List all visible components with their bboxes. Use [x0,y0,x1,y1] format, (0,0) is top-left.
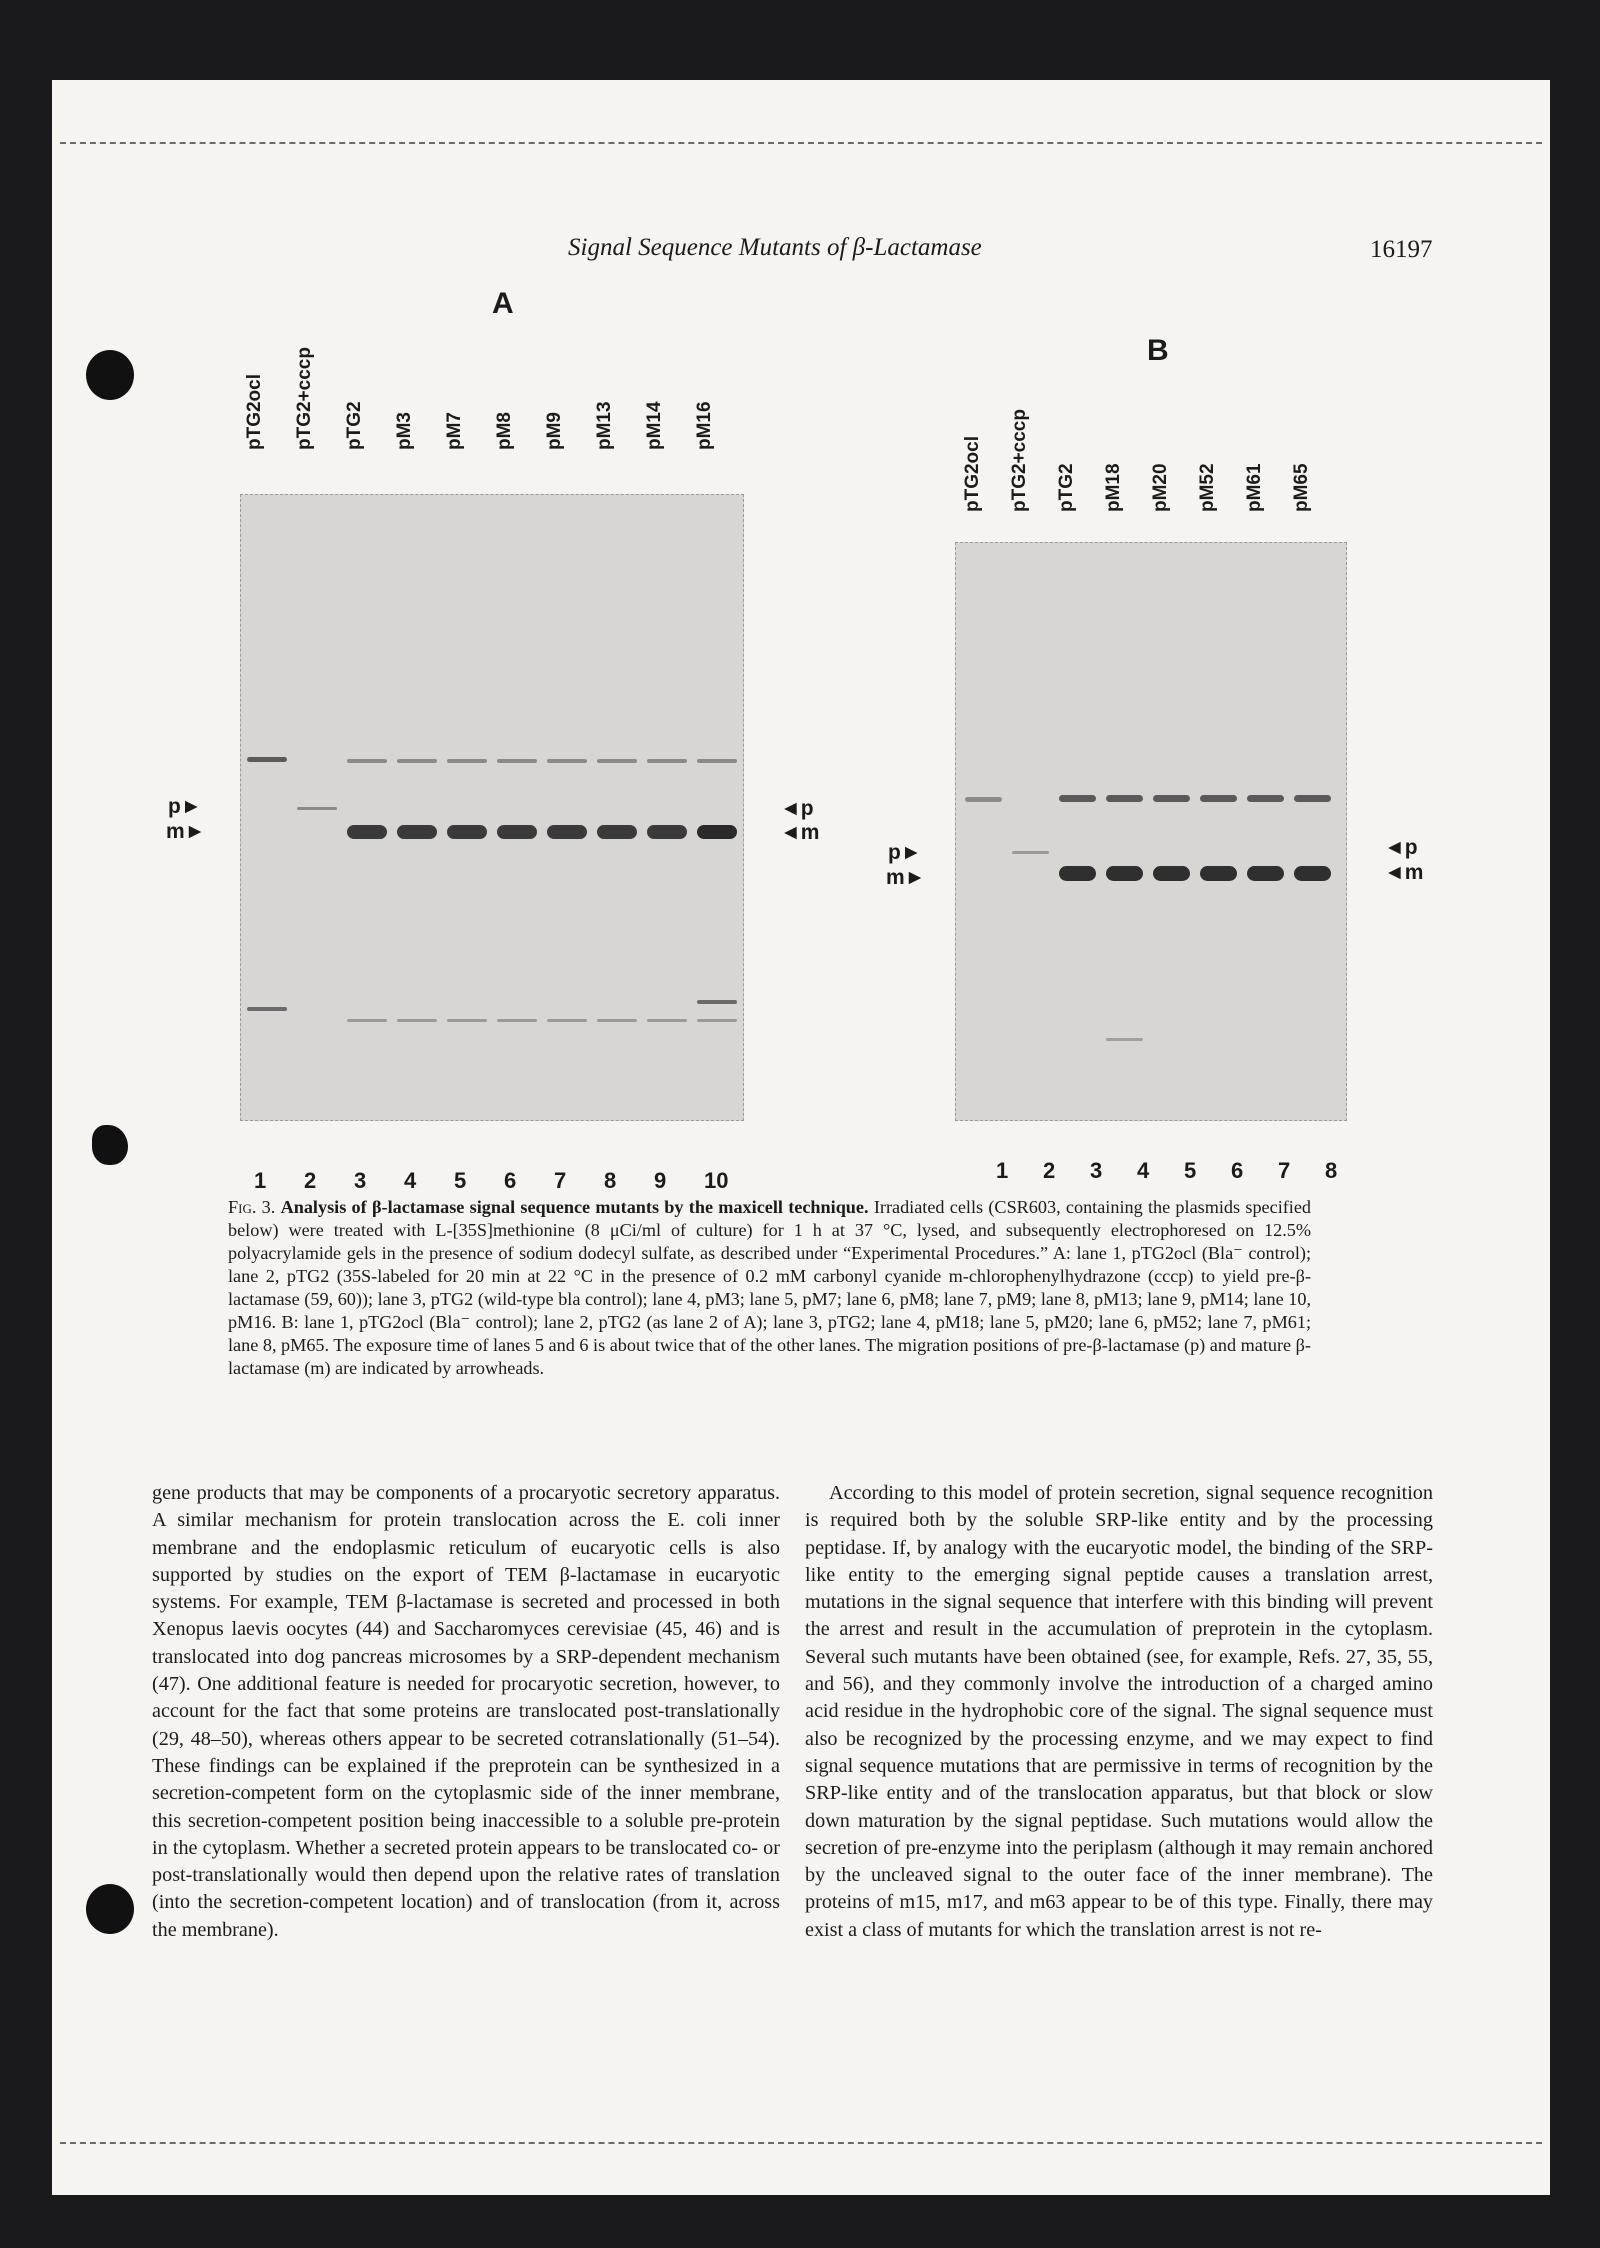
panel-b-right-arrow-m: ◄m [1384,861,1424,884]
body-left-column: gene products that may be components of a procaryotic secretory apparatus. A similar mechanism for protein translocation across the E. coli inner membrane and the endoplasmic reticulum of eucaryotic cells is also supported by studies on the export of TEM β-lactamase in eucaryotic systems. For example, TEM β-lactamase is secreted and processed in both Xenopus laevis oocytes (44) and Saccharomyces cerevisiae (45, 46) and is translocated into dog pancreas microsomes by a SRP-dependent mechanism (47). One additional feature is needed for procaryotic secretion, however, to account for the fact that some proteins are translocated post-translationally (29, 48–50), whereas others appear to be secreted cotranslationally (51–54). These findings can be explained if the preprotein can be synthesized in a secretion-competent form on the cytoplasmic side of the inner membrane, this secretion-competent position being inaccessible to a soluble pre-protein in the cytoplasm. Whether a secreted protein appears to be translocated co- or post-translationally would then depend upon the relative rates of translation (into the secretion-competent location) and of translocation (from it, across the membrane). [152,1482,780,1941]
panel_a-lane-label-9: pM14 [644,401,665,450]
panel_b-lane-number-5: 5 [1184,1158,1197,1183]
panel_b-lane-4-band-2 [1106,866,1143,881]
panel_a-lane-3-band-1 [347,759,387,763]
panel_b-lane-7-band-2 [1247,866,1284,881]
panel_b-lane-number-8: 8 [1325,1158,1338,1183]
panel-a-label: A [492,287,514,320]
panel_a-lane-4-band-2 [397,825,437,839]
panel_a-lane-2-band-1 [297,807,337,810]
figure-caption [228,1196,1311,1380]
caption-text: Irradiated cells (CSR603, containing the plasmids specified below) were treated with L-[35S]methionine (8 μCi/ml of culture) for 1 h at 37 °C, lysed, and subsequently electrophoresed on 12.5% polyacrylamide gels in the presence of sodium dodecyl sulfate, as described under “Experimental Procedures.” A: lane 1, pTG2ocl (Bla⁻ control); lane 2, pTG2 (35S-labeled for 20 min at 22 °C in the presence of 0.2 mM carbonyl cyanide m-chlorophenylhydrazone (cccp) to yield pre-β-lactamase (59, 60)); lane 3, pTG2 (wild-type bla control); lane 4, pM3; lane 5, pM7; lane 6, pM8; lane 7, pM9; lane 8, pM13; lane 9, pM14; lane 10, pM16. B: lane 1, pTG2ocl (Bla⁻ control); lane 2, pTG2 (as lane 2 of A); lane 3, pTG2; lane 4, pM18; lane 5, pM20; lane 6, pM52; lane 7, pM61; lane 8, pM65. The exposure time of lanes 5 and 6 is about twice that of the other lanes. The migration positions of pre-β-lactamase (p) and mature β-lactamase (m) are indicated by arrowheads. [228,1197,1312,1378]
panel_a-lane-4-band-3 [397,1019,437,1022]
panel_b-lane-label-7: pM61 [1244,463,1265,512]
panel_b-lane-label-4: pM18 [1103,463,1124,512]
panel_a-lane-number-5: 5 [454,1168,467,1193]
panel_b-lane-label-2: pTG2+cccp [1009,409,1030,512]
panel_a-lane-label-5: pM7 [444,412,465,450]
panel_a-lane-number-4: 4 [404,1168,417,1193]
panel_a-lane-number-2: 2 [304,1168,317,1193]
panel_a-lane-number-7: 7 [554,1168,567,1193]
panel_a-lane-label-6: pM8 [494,412,515,450]
caption-title: Analysis of β-lactamase signal sequence mutants by the maxicell technique. [280,1197,869,1217]
panel-b-left-arrow-m: m► [886,866,926,889]
caption-lead: Fig. 3. [228,1197,276,1217]
panel_b-lane-8-band-1 [1294,795,1331,802]
panel_a-lane-3-band-3 [347,1019,387,1022]
top-scan-line [60,142,1542,144]
panel-b-label: B [1147,334,1169,367]
panel_b-lane-5-band-1 [1153,795,1190,802]
panel_b-lane-label-1: pTG2ocl [962,435,983,512]
punch-hole-top [86,350,134,400]
page-number: 16197 [1370,236,1433,263]
panel_a-lane-6-band-1 [497,759,537,763]
panel_b-lane-label-6: pM52 [1197,463,1218,512]
panel_a-lane-number-8: 8 [604,1168,617,1193]
panel_b-lane-number-6: 6 [1231,1158,1244,1183]
panel_a-lane-1-band-1 [247,757,287,762]
panel_a-lane-number-10: 10 [704,1168,729,1193]
panel_b-lane-3-band-2 [1059,866,1096,881]
panel_a-lane-4-band-1 [397,759,437,763]
bottom-scan-line [60,2142,1542,2144]
panel_a-lane-7-band-2 [547,825,587,839]
punch-hole-middle [92,1125,128,1165]
panel_a-lane-5-band-2 [447,825,487,839]
panel_a-lane-10-band-4 [697,1000,737,1004]
panel_a-lane-number-9: 9 [654,1168,667,1193]
panel_a-lane-10-band-1 [697,759,737,763]
panel_a-lane-8-band-2 [597,825,637,839]
panel-a-right-arrow-m: ◄m [780,821,820,844]
panel_a-lane-9-band-3 [647,1019,687,1022]
panel_b-lane-number-1: 1 [996,1158,1009,1183]
panel-b-right-arrow-p: ◄p [1384,836,1418,859]
panel_b-lane-label-5: pM20 [1150,463,1171,512]
panel_a-lane-label-1: pTG2ocl [244,373,265,450]
panel_a-lane-6-band-3 [497,1019,537,1022]
panel_b-lane-3-band-1 [1059,795,1096,802]
panel_b-lane-number-2: 2 [1043,1158,1056,1183]
panel_a-lane-9-band-2 [647,825,687,839]
punch-hole-bottom [86,1884,134,1934]
panel-a-right-arrow-p: ◄p [780,797,814,820]
panel_a-lane-number-6: 6 [504,1168,517,1193]
panel_b-lane-number-4: 4 [1137,1158,1150,1183]
panel-a-left-arrow-p: p► [168,795,202,818]
panel_a-lane-9-band-1 [647,759,687,763]
panel_a-lane-10-band-2 [697,825,737,839]
panel_b-lane-number-7: 7 [1278,1158,1291,1183]
panel_b-lane-7-band-1 [1247,795,1284,802]
panel_a-lane-label-7: pM9 [544,412,565,450]
gel-panel-a [240,494,744,1121]
panel_a-lane-1-band-2 [247,1007,287,1011]
panel_b-lane-6-band-1 [1200,795,1237,802]
panel_a-lane-6-band-2 [497,825,537,839]
panel_b-lane-1-band-1 [965,797,1002,802]
panel_a-lane-8-band-3 [597,1019,637,1022]
panel_b-lane-8-band-2 [1294,866,1331,881]
panel_a-lane-5-band-3 [447,1019,487,1022]
panel_a-lane-label-2: pTG2+cccp [294,347,315,450]
panel-a-left-arrow-m: m► [166,820,206,843]
gel-panel-b [955,542,1347,1121]
panel_a-lane-number-3: 3 [354,1168,367,1193]
panel-b-left-arrow-p: p► [888,841,922,864]
body-right-column: According to this model of protein secretion, signal sequence recognition is required both by the soluble SRP-like entity and by the processing peptidase. If, by analogy with the eucaryotic model, the binding of the SRP-like entity to the emerging signal peptide causes a translation arrest, mutations in the signal sequence that interfere with this binding will prevent the arrest and result in the accumulation of preprotein in the cytoplasm. Several such mutants have been obtained (see, for example, Refs. 27, 35, 55, and 56), and they commonly involve the introduction of a charged amino acid residue in the hydrophobic core of the signal. The signal sequence must also be recognized by the processing enzyme, and we may expect to find signal sequence mutations that are permissive in terms of recognition by the SRP-like entity and of the translocation apparatus, but that block or slow down maturation by the signal peptidase. Such mutations would allow the secretion of pre-enzyme into the periplasm (although it may remain anchored by the uncleaved signal to the outer face of the inner membrane). The proteins of m15, m17, and m63 appear to be of this type. Finally, there may exist a class of mutants for which the translation arrest is not re- [805,1482,1433,1941]
panel_b-lane-label-3: pTG2 [1056,463,1077,512]
panel_b-lane-label-8: pM65 [1291,463,1312,512]
panel_b-lane-6-band-2 [1200,866,1237,881]
panel_b-lane-4-band-1 [1106,795,1143,802]
panel_a-lane-label-8: pM13 [594,401,615,450]
panel_a-lane-8-band-1 [597,759,637,763]
running-title: Signal Sequence Mutants of β-Lactamase [568,234,982,261]
panel_a-lane-7-band-3 [547,1019,587,1022]
panel_a-lane-label-3: pTG2 [344,401,365,450]
panel_a-lane-5-band-1 [447,759,487,763]
panel_b-lane-number-3: 3 [1090,1158,1103,1183]
panel_a-lane-label-10: pM16 [694,401,715,450]
panel_a-lane-7-band-1 [547,759,587,763]
panel_a-lane-number-1: 1 [254,1168,267,1193]
panel_a-lane-3-band-2 [347,825,387,839]
panel_b-lane-5-band-2 [1153,866,1190,881]
panel_b-lane-4-band-3 [1106,1038,1143,1041]
panel_b-lane-2-band-1 [1012,851,1049,854]
panel_a-lane-label-4: pM3 [394,412,415,450]
panel_a-lane-10-band-3 [697,1019,737,1022]
